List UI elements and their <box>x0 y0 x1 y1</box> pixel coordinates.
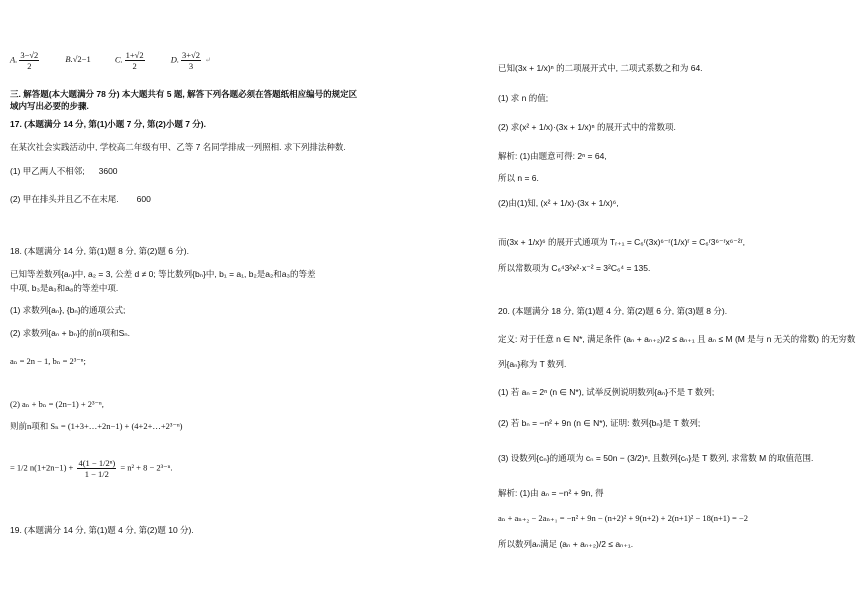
r-sol4: 而(3x + 1/x)⁶ 的展开式通项为 Tᵣ₊₁ = C₆ʳ(3x)⁶⁻ʳ(1/x)ʳ = C₆ʳ3⁶⁻ʳx⁶⁻²ʳ, <box>498 237 745 247</box>
r-part1: (1) 求 n 的值; <box>498 93 549 103</box>
option-d: D. $\frac{3+√2}{3}$ ↵ <box>170 50 211 71</box>
choice-options <box>10 50 233 71</box>
q18-solution-1: aₙ = 2n − 1, bₙ = 2³⁻ⁿ; <box>10 356 86 366</box>
section3-title-line2: 域内写出必要的步骤. <box>10 101 89 111</box>
q20-def-line2: 列{aₙ}称为 T 数列. <box>498 359 567 369</box>
q17-part2: (2) 甲在排头并且乙不在末尾. 600 <box>10 194 151 204</box>
q17-heading: 17. (本题满分 14 分, 第(1)小题 7 分, 第(2)小题 7 分). <box>10 119 207 129</box>
q20-part1: (1) 若 aₙ = 2ⁿ (n ∈ N*), 试举反例说明数列{aₙ}不是 T 数列; <box>498 387 715 397</box>
q18-part2: (2) 求数列{aₙ + bₙ}的前n项和Sₙ. <box>10 328 130 338</box>
q18-solution-4: = 1/2 n(1+2n−1) + $\frac{\text{4(1 − 1/2ⁿ)}}{1 - 1/2}$ = n² + 8 − 2³⁻ⁿ. <box>10 458 173 479</box>
right-column <box>430 0 860 609</box>
q20-heading: 20. (本题满分 18 分, 第(1)题 4 分, 第(2)题 6 分, 第(3)题 8 分). <box>498 306 728 316</box>
q19-heading: 19. (本题满分 14 分, 第(1)题 4 分, 第(2)题 10 分). <box>10 525 194 535</box>
q17-part1: (1) 甲乙两人不相邻; 3600 <box>10 166 118 176</box>
section3-title-line1: 三. 解答题(本大题满分 78 分) 本大题共有 5 题, 解答下列各题必须在答题纸相应编号的规定区 <box>10 89 358 99</box>
q17-answer1: 3600 <box>98 166 118 176</box>
q20-sol3: 所以数列aₙ满足 (aₙ + aₙ₊₂)/2 ≤ aₙ₊₁. <box>498 539 634 549</box>
r-sol1: 解析: (1)由题意可得: 2ⁿ = 64, <box>498 151 607 161</box>
q18-heading: 18. (本题满分 14 分, 第(1)题 8 分, 第(2)题 6 分). <box>10 246 190 256</box>
q20-sol1: 解析: (1)由 aₙ = −n² + 9n, 得 <box>498 488 604 498</box>
q17-answer2: 600 <box>136 194 151 204</box>
option-c: C. $\frac{1+√2}{2}$ <box>114 50 144 71</box>
q18-stem-line1: 已知等差数列{aₙ}中, a₂ = 3, 公差 d ≠ 0; 等比数列{bₙ}中, b₁ = a₁, b₂是a₂和a₃的等差 <box>10 269 316 279</box>
q18-solution-3: 则前n项和 Sₙ = (1+3+…+2n−1) + (4+2+…+2³⁻ⁿ) <box>10 421 183 431</box>
r-stem: 已知(3x + 1/x)ⁿ 的二项展开式中, 二项式系数之和为 64. <box>498 63 703 73</box>
q20-def-line1: 定义: 对于任意 n ∈ N*, 满足条件 (aₙ + aₙ₊₂)/2 ≤ aₙ₊₁ 且 aₙ ≤ M (M 是与 n 无关的常数) 的无穷数 <box>498 334 856 344</box>
r-sol5: 所以常数项为 C₆⁴3²x²·x⁻² = 3²C₆⁴ = 135. <box>498 263 651 273</box>
q20-sol2: aₙ + aₙ₊₂ − 2aₙ₊₁ = −n² + 9n − (n+2)² + 9(n+2) + 2(n+1)² − 18(n+1) = −2 <box>498 513 748 523</box>
q20-part2: (2) 若 bₙ = −n² + 9n (n ∈ N*), 证明: 数列{bₙ}是 T 数列; <box>498 418 701 428</box>
option-a: A. $\frac{3-√2}{2}$ <box>10 50 39 71</box>
option-b: B.√2−1 <box>65 54 91 65</box>
q18-part1: (1) 求数列{aₙ}, {bₙ}的通项公式; <box>10 305 126 315</box>
q18-stem-line2: 中项, b₃是a₃和a₈的等差中项. <box>10 283 119 293</box>
r-sol3: (2)由(1)知, (x² + 1/x)·(3x + 1/x)⁶, <box>498 198 619 208</box>
r-part2: (2) 求(x² + 1/x)·(3x + 1/x)ⁿ 的展开式中的常数项. <box>498 122 676 132</box>
q20-part3: (3) 设数列{cₙ}的通项为 cₙ = 50n − (3/2)ⁿ, 且数列{cₙ}是 T 数列, 求常数 M 的取值范围. <box>498 453 814 463</box>
r-sol2: 所以 n = 6. <box>498 173 539 183</box>
q18-solution-2: (2) aₙ + bₙ = (2n−1) + 2³⁻ⁿ, <box>10 399 104 409</box>
q17-stem: 在某次社会实践活动中, 学校高二年级有甲、乙等 7 名同学排成一列照相. 求下列排法种数. <box>10 142 346 152</box>
